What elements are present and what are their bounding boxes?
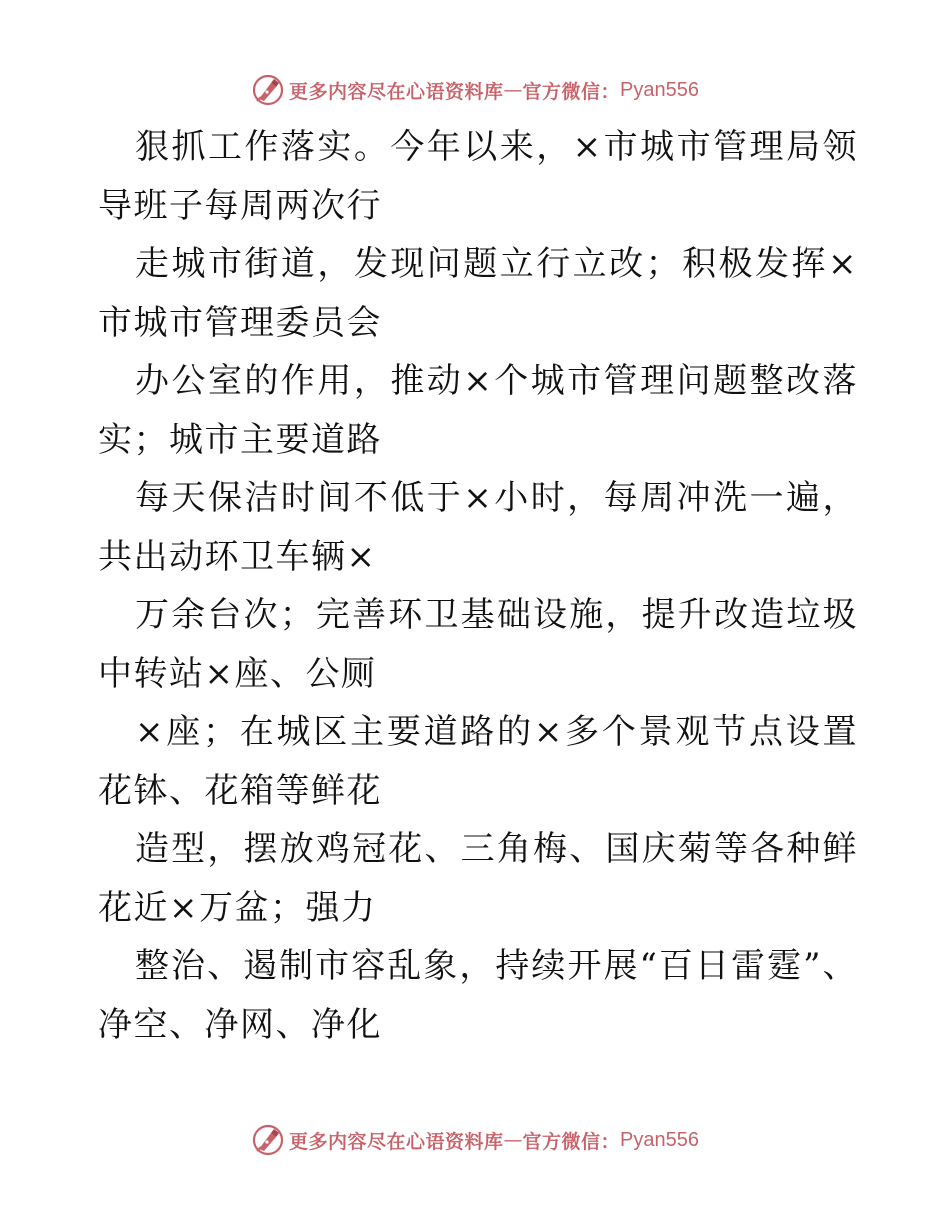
banner-text: 更多内容尽在心语资料库 [289, 1130, 504, 1153]
paragraph: 万余台次；完善环卫基础设施，提升改造垃圾中转站×座、公厕 [98, 595, 858, 694]
document-body [98, 118, 858, 1054]
pen-nib-logo-icon [251, 73, 285, 107]
paragraph: 整治、遏制市容乱象，持续开展“百日雷霆”、净空、净网、净化 [98, 946, 858, 1045]
paragraph: 造型，摆放鸡冠花、三角梅、国庆菊等各种鲜花近×万盆；强力 [98, 829, 858, 928]
banner-dash: — [503, 79, 523, 101]
banner-dash: — [503, 1129, 523, 1151]
paragraph: 走城市街道，发现问题立行立改；积极发挥×市城市管理委员会 [98, 244, 858, 343]
banner-text: 更多内容尽在心语资料库 [289, 80, 504, 103]
paragraph: 每天保洁时间不低于×小时，每周冲洗一遍，共出动环卫车辆× [98, 478, 858, 577]
banner-wechat-label: 官方微信： [522, 80, 621, 103]
pen-nib-logo-icon [251, 1123, 285, 1157]
paragraph: 办公室的作用，推动×个城市管理问题整改落实；城市主要道路 [98, 361, 858, 460]
banner-wechat-id: Pyan556 [620, 1128, 699, 1151]
header-banner [0, 70, 950, 110]
banner-wechat-label: 官方微信： [522, 1130, 621, 1153]
paragraph: ×座；在城区主要道路的×多个景观节点设置花钵、花箱等鲜花 [98, 712, 858, 811]
banner-wechat-id: Pyan556 [620, 78, 699, 101]
footer-banner [0, 1120, 950, 1160]
paragraph: 狠抓工作落实。今年以来，×市城市管理局领导班子每周两次行 [98, 127, 858, 226]
